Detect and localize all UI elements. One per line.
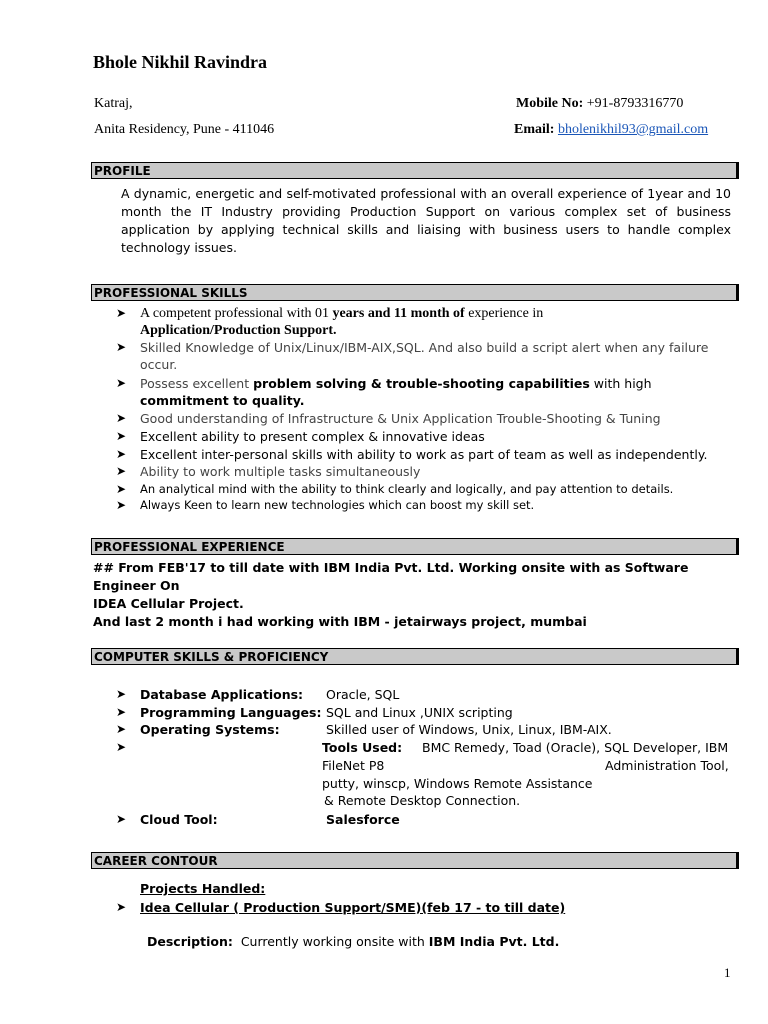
skill-value: Oracle, SQL [326,687,400,702]
skill-text: with high [589,376,652,391]
page-number: 1 [724,965,731,980]
arrow-bullet-icon: ➤ [116,498,127,512]
skill-text-bold: years and 11 month of [332,306,465,321]
tools-value-line: FileNet P8 [322,758,385,773]
skill-text: Excellent inter-personal skills with ability to work as part of team as well as independently. [140,447,708,462]
skill-label: Operating Systems: [140,722,280,737]
section-experience-heading: PROFESSIONAL EXPERIENCE [91,538,739,555]
description-label: Description: [147,934,233,949]
section-computer-skills-heading: COMPUTER SKILLS & PROFICIENCY [91,648,739,665]
arrow-bullet-icon: ➤ [116,722,127,736]
arrow-bullet-icon: ➤ [116,687,127,701]
arrow-bullet-icon: ➤ [116,900,127,914]
skill-label: Database Applications: [140,687,304,702]
skill-label: Programming Languages: [140,705,322,720]
arrow-bullet-icon: ➤ [116,340,127,354]
skill-value: Salesforce [326,812,400,827]
profile-text: A dynamic, energetic and self-motivated professional with an overall experience of 1year and 10 month the IT Industry providing Production Support on various complex set of business application by applying technical skills and liaising with business users to handle complex technology issues. [121,186,731,255]
skill-text: Ability to work multiple tasks simultaneously [140,464,421,479]
project-description [147,934,559,949]
skill-label: Tools Used: [322,740,403,755]
skill-text: Possess excellent [140,376,254,391]
skill-text: A competent professional with 01 [140,306,333,321]
skill-value: SQL and Linux ,UNIX scripting [326,705,513,720]
skill-text: Excellent ability to present complex & innovative ideas [140,429,485,444]
experience-block [93,559,733,631]
description-company: IBM India Pvt. Ltd. [428,934,560,949]
arrow-bullet-icon: ➤ [116,482,127,496]
section-profile-heading: PROFILE [91,162,739,179]
address-line-1: Katraj, [94,96,133,111]
tools-value-line: putty, winscp, Windows Remote Assistance [322,776,593,791]
projects-handled-label: Projects Handled: [140,881,266,896]
email-label: Email: [514,122,555,137]
skill-text: Skilled Knowledge of Unix/Linux/IBM-AIX,SQL. And also build a script alert when any failure occur. [140,340,709,372]
skill-text: experience in [464,306,544,321]
candidate-name: Bhole Nikhil Ravindra [93,52,268,72]
arrow-bullet-icon: ➤ [116,705,127,719]
arrow-bullet-icon: ➤ [116,376,127,390]
address-line-2: Anita Residency, Pune - 411046 [94,122,275,137]
email-row [514,122,708,138]
arrow-bullet-icon: ➤ [116,812,127,826]
experience-line: IDEA Cellular Project. [93,596,244,611]
email-link[interactable]: bholenikhil93@gmail.com [557,122,709,137]
description-text: Currently working onsite with [240,934,429,949]
arrow-bullet-icon: ➤ [116,429,127,443]
arrow-bullet-icon: ➤ [116,464,127,478]
tools-value-line: & Remote Desktop Connection. [324,793,521,808]
skill-text-bold: Application/Production Support. [140,323,337,338]
mobile-row [516,96,683,112]
project-title: Idea Cellular ( Production Support/SME)(feb 17 - to till date) [140,900,566,915]
arrow-bullet-icon: ➤ [116,740,127,754]
experience-line: ## From FEB'17 to till date with IBM India Pvt. Ltd. Working onsite with as Software Engineer On [93,560,689,593]
skill-text: Good understanding of Infrastructure & Unix Application Trouble-Shooting & Tuning [140,411,661,426]
skill-text-bold: problem solving & trouble-shooting capabilities [253,376,590,391]
mobile-label: Mobile No: [516,96,584,111]
arrow-bullet-icon: ➤ [116,306,127,320]
experience-line: And last 2 month i had working with IBM - jetairways project, mumbai [93,614,587,629]
mobile-number: +91-8793316770 [586,96,684,111]
section-career-heading: CAREER CONTOUR [91,852,739,869]
section-skills-heading: PROFESSIONAL SKILLS [91,284,739,301]
skill-text: An analytical mind with the ability to think clearly and logically, and pay attention to details. [140,482,674,496]
skill-value: BMC Remedy, Toad (Oracle), SQL Developer, IBM [422,740,729,755]
skill-text-bold: commitment to quality. [140,393,305,408]
arrow-bullet-icon: ➤ [116,447,127,461]
tools-value-line: Administration Tool, [605,758,729,773]
arrow-bullet-icon: ➤ [116,411,127,425]
skill-label: Cloud Tool: [140,812,218,827]
skill-text: Always Keen to learn new technologies which can boost my skill set. [140,498,535,512]
skill-value: Skilled user of Windows, Unix, Linux, IBM-AIX. [326,722,612,737]
